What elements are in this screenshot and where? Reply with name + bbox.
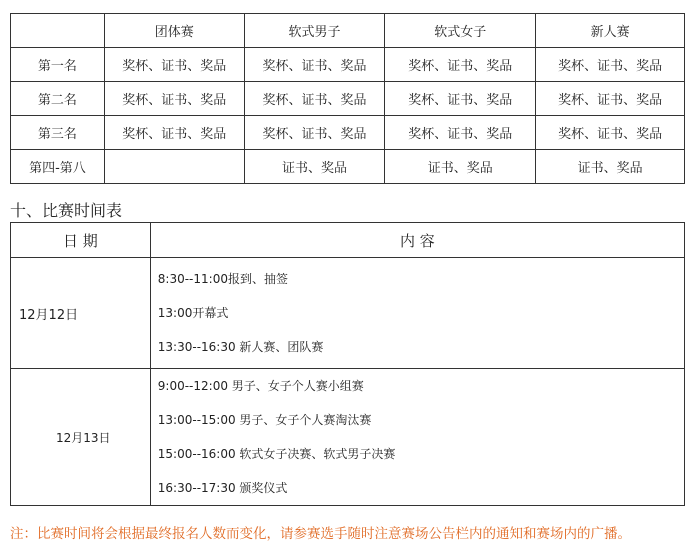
award-cell: 奖杯、证书、奖品: [385, 48, 536, 82]
award-cell: 奖杯、证书、奖品: [536, 48, 685, 82]
award-cell: 奖杯、证书、奖品: [104, 116, 244, 150]
award-cell: 奖杯、证书、奖品: [244, 116, 385, 150]
award-cell: 奖杯、证书、奖品: [244, 48, 385, 82]
schedule-item: 13:00开幕式: [157, 306, 229, 320]
award-cell: 奖杯、证书、奖品: [536, 82, 685, 116]
awards-row: [11, 150, 685, 184]
award-cell: [104, 150, 244, 184]
schedule-item: 16:30--17:30 颁奖仪式: [157, 481, 288, 495]
awards-header-row: [11, 14, 685, 48]
award-cell: 奖杯、证书、奖品: [104, 48, 244, 82]
awards-row: [11, 116, 685, 150]
schedule-items: [150, 369, 684, 506]
award-cell: 奖杯、证书、奖品: [244, 82, 385, 116]
awards-row: [11, 82, 685, 116]
rank-label: 第二名: [11, 82, 105, 116]
awards-table: [10, 13, 685, 184]
schedule-item: 9:00--12:00 男子、女子个人赛小组赛: [157, 379, 364, 393]
rank-label: 第三名: [11, 116, 105, 150]
awards-row: [11, 48, 685, 82]
awards-header-cell: 新人赛: [536, 14, 685, 48]
awards-header-cell: [11, 14, 105, 48]
schedule-note: 注：比赛时间将会根据最终报名人数而变化，请参赛选手随时注意赛场公告栏内的通知和赛场内的广播。: [10, 526, 631, 542]
schedule-items: [150, 258, 684, 369]
content-column-header: 内 容: [150, 223, 684, 258]
schedule-item: 8:30--11:00报到、抽签: [157, 272, 288, 286]
schedule-heading: 十、比赛时间表: [10, 201, 123, 220]
award-cell: 证书、奖品: [536, 150, 685, 184]
awards-header-cell: 团体赛: [104, 14, 244, 48]
schedule-header-row: [11, 223, 685, 258]
award-cell: 奖杯、证书、奖品: [104, 82, 244, 116]
awards-header-cell: 软式男子: [244, 14, 385, 48]
rank-label: 第四-第八: [11, 150, 105, 184]
schedule-date: 12月13日: [11, 369, 151, 506]
schedule-item: 13:00--15:00 男子、女子个人赛淘汰赛: [157, 413, 372, 427]
schedule-day-row: [11, 369, 685, 506]
date-column-header: 日 期: [11, 223, 151, 258]
schedule-item: 15:00--16:00 软式女子决赛、软式男子决赛: [157, 447, 396, 461]
schedule-item: 13:30--16:30 新人赛、团队赛: [157, 340, 324, 354]
awards-header-cell: 软式女子: [385, 14, 536, 48]
award-cell: 证书、奖品: [244, 150, 385, 184]
award-cell: 奖杯、证书、奖品: [536, 116, 685, 150]
schedule-table: [10, 222, 685, 506]
rank-label: 第一名: [11, 48, 105, 82]
award-cell: 证书、奖品: [385, 150, 536, 184]
schedule-day-row: [11, 258, 685, 369]
schedule-date: 12月12日: [11, 258, 151, 369]
award-cell: 奖杯、证书、奖品: [385, 116, 536, 150]
award-cell: 奖杯、证书、奖品: [385, 82, 536, 116]
